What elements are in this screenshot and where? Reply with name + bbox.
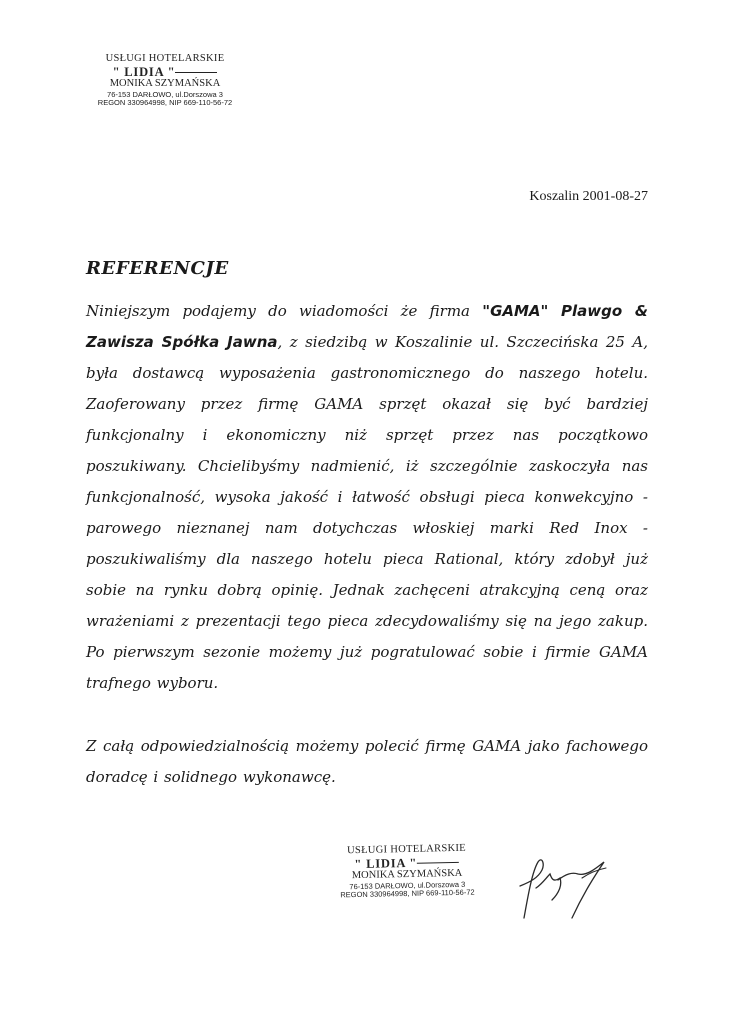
letterhead-stamp-top — [82, 54, 248, 107]
letter-paragraph-1 — [86, 296, 648, 699]
stamp-dash — [417, 862, 459, 864]
stamp-regon-nip: REGON 330964998, NIP 669-110-56-72 — [340, 887, 475, 900]
paragraph-1-intro: Niniejszym podajemy do wiadomości że firma — [86, 302, 483, 320]
stamp-company-type: USŁUGI HOTELARSKIE — [105, 53, 225, 64]
stamp-address: 76-153 DARŁOWO, ul.Dorszowa 3 — [107, 89, 223, 99]
stamp-owner: MONIKA SZYMAŃSKA — [109, 78, 221, 89]
stamp-name-text: " LIDIA " — [354, 855, 418, 871]
stamp-dash — [175, 72, 217, 73]
letter-title: REFERENCJE — [86, 258, 229, 279]
letter-date: Koszalin 2001-08-27 — [529, 189, 648, 204]
paragraph-1-body: , z siedzibą w Koszalinie ul. Szczecińska 25 A, była dostawcą wyposażenia gastronomicznego do naszego hotelu. Zaoferowany przez firmę GAMA sprzęt okazał się być bardziej funkcjonalny i ekonomiczny niż sprzęt przez nas początkowo poszukiwany. Chcielibyśmy nadmienić, iż szczególnie zaskoczyła nas funkcjonalność, wysoka jakość i łatwość obsługi pieca konwekcyjno - parowego nieznanej nam dotychczas włoskiej marki Red Inox - poszukiwaliśmy dla naszego hotelu pieca Rational, który zdobył już sobie na rynku dobrą opinię. Jednak zachęceni atrakcyjną ceną oraz wrażeniami z prezentacji tego pieca zdecydowaliśmy się na jego zakup. Po pierwszym sezonie możemy już pogratulować sobie i firmie GAMA trafnego wyboru. — [86, 333, 648, 692]
stamp-name-text: " LIDIA " — [112, 64, 176, 79]
stamp-address: 76-153 DARŁOWO, ul.Dorszowa 3 — [349, 879, 466, 891]
stamp-owner: MONIKA SZYMAŃSKA — [351, 867, 463, 882]
stamp-company-name — [82, 66, 248, 79]
stamp-regon-nip: REGON 330964998, NIP 669-110-56-72 — [97, 98, 233, 107]
letter-paragraph-2: Z całą odpowiedzialnością możemy polecić firmę GAMA jako fachowego doradcę i solidnego wykonawcę. — [86, 737, 648, 786]
letterhead-stamp-bottom — [321, 843, 492, 899]
company-name: "GAMA" Plawgo & Zawisza Spółka Jawna — [86, 302, 648, 351]
signature-icon — [512, 848, 622, 928]
stamp-company-type: USŁUGI HOTELARSKIE — [347, 842, 467, 857]
